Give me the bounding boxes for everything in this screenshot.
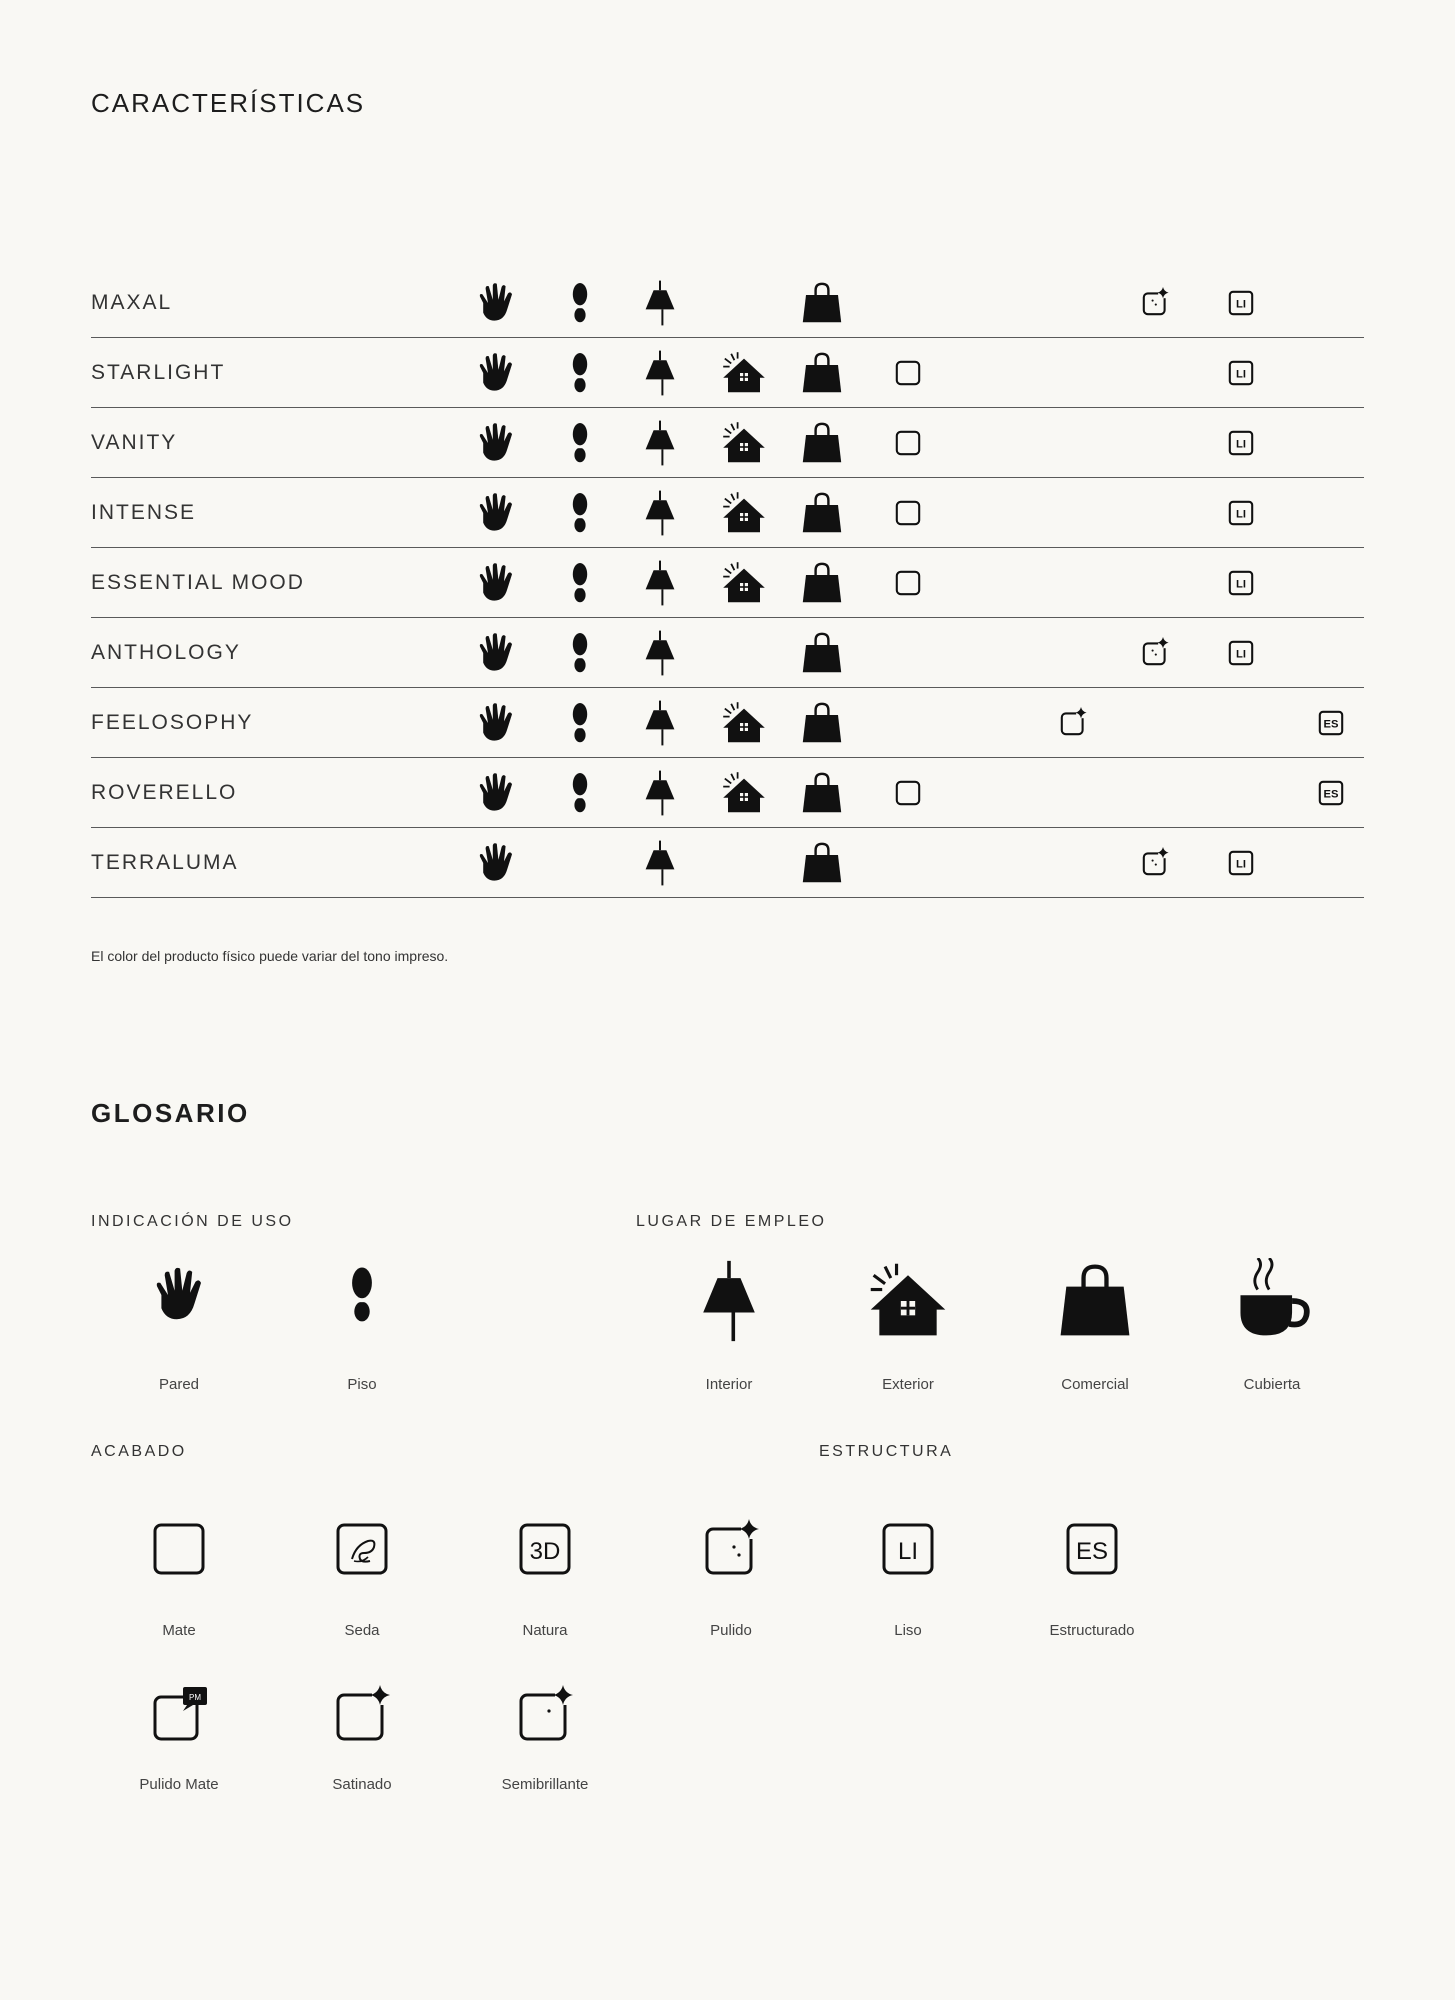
pared-icon (472, 769, 520, 817)
product-name: INTENSE (91, 500, 197, 524)
glossary-label: Seda (344, 1622, 380, 1639)
product-name: VANITY (91, 430, 178, 454)
square-mate-icon (149, 1519, 209, 1579)
product-name: ESSENTIAL MOOD (91, 570, 305, 594)
interior-icon (636, 629, 684, 677)
house-sun-icon (865, 1258, 951, 1344)
piso-icon (556, 349, 604, 397)
product-name: TERRALUMA (91, 850, 239, 874)
icon-glyph: 3D (529, 1538, 561, 1565)
liso-icon (1217, 349, 1265, 397)
liso-icon (1217, 419, 1265, 467)
pared-icon (472, 419, 520, 467)
glossary-item (287, 1685, 437, 1793)
glossary-item (470, 1685, 620, 1793)
semibrillante-icon (1131, 629, 1179, 677)
coffee-cup-icon (1229, 1258, 1315, 1344)
glossary-item (104, 1519, 254, 1639)
svg-text:LI: LI (1236, 367, 1246, 380)
glossary-label: Interior (705, 1376, 753, 1393)
color-disclaimer: El color del producto físico puede variar del tono impreso. (91, 948, 449, 964)
svg-text:LI: LI (1236, 437, 1246, 450)
square-pm-icon (149, 1685, 209, 1745)
glossary-acabado-title: ACABADO (91, 1443, 187, 1460)
comercial-icon (798, 489, 846, 537)
exterior-icon (720, 559, 768, 607)
pared-icon (472, 279, 520, 327)
glossary-label: Semibrillante (501, 1776, 589, 1793)
svg-text:ES: ES (1323, 717, 1339, 730)
icon-glyph: PM (189, 1693, 201, 1702)
table-row (91, 478, 1364, 548)
glossary-label: Comercial (1061, 1376, 1129, 1393)
glossary-label: Pulido Mate (139, 1776, 219, 1793)
glossary-label: Pulido (710, 1622, 752, 1639)
svg-text:LI: LI (1236, 647, 1246, 660)
table-row (91, 828, 1364, 898)
interior-icon (636, 699, 684, 747)
mate-icon (884, 769, 932, 817)
square-satin-icon (332, 1685, 392, 1745)
glossary-label: Estructurado (1049, 1622, 1135, 1639)
estructurado-icon (1307, 769, 1355, 817)
lamp-icon (686, 1258, 772, 1344)
exterior-icon (720, 769, 768, 817)
estructurado-icon (1307, 699, 1355, 747)
shopping-bag-icon (1052, 1258, 1138, 1344)
mate-icon (884, 559, 932, 607)
glossary-item (287, 1519, 437, 1639)
square-3d-icon (515, 1519, 575, 1579)
comercial-icon (798, 559, 846, 607)
page-title: CARACTERÍSTICAS (91, 88, 366, 118)
glossary-item (287, 1262, 437, 1393)
glossary-label: Satinado (332, 1776, 392, 1793)
liso-icon (1217, 839, 1265, 887)
glossary-uso-title: INDICACIÓN DE USO (91, 1213, 294, 1230)
interior-icon (636, 489, 684, 537)
interior-icon (636, 769, 684, 817)
svg-text:LI: LI (1236, 577, 1246, 590)
square-semigloss-icon (515, 1685, 575, 1745)
mate-icon (884, 349, 932, 397)
pared-icon (472, 559, 520, 607)
piso-icon (556, 419, 604, 467)
pared-icon (472, 629, 520, 677)
glossary-item (1020, 1258, 1170, 1393)
table-row (91, 758, 1364, 828)
interior-icon (636, 559, 684, 607)
semibrillante-icon (1131, 839, 1179, 887)
product-name: ROVERELLO (91, 780, 238, 804)
pared-icon (472, 839, 520, 887)
glossary-item (104, 1685, 254, 1793)
liso-icon (1217, 629, 1265, 677)
pared-icon (472, 699, 520, 747)
product-name: ANTHOLOGY (91, 640, 241, 664)
features-table (91, 268, 1364, 898)
glossary-item (833, 1258, 983, 1393)
exterior-icon (720, 349, 768, 397)
exterior-icon (720, 699, 768, 747)
glossary-label: Pared (158, 1376, 200, 1393)
piso-icon (556, 699, 604, 747)
exterior-icon (720, 419, 768, 467)
footprint-icon (329, 1262, 395, 1328)
piso-icon (556, 559, 604, 607)
glossary-item (656, 1519, 806, 1639)
glossary-item (1017, 1519, 1167, 1639)
glossary-item (654, 1258, 804, 1393)
svg-text:LI: LI (1236, 857, 1246, 870)
liso-icon (1217, 489, 1265, 537)
table-row (91, 618, 1364, 688)
icon-glyph: LI (897, 1538, 919, 1565)
interior-icon (636, 839, 684, 887)
glossary-lugar-title: LUGAR DE EMPLEO (636, 1213, 827, 1230)
product-name: STARLIGHT (91, 360, 226, 384)
glossary-label: Exterior (882, 1376, 934, 1393)
glossary-label: Liso (894, 1622, 922, 1639)
svg-text:LI: LI (1236, 507, 1246, 520)
exterior-icon (720, 489, 768, 537)
glossary-label: Cubierta (1243, 1376, 1301, 1393)
comercial-icon (798, 349, 846, 397)
liso-icon (1217, 279, 1265, 327)
glossary-estructura-title: ESTRUCTURA (819, 1443, 954, 1460)
pared-icon (472, 349, 520, 397)
square-li-icon (878, 1519, 938, 1579)
square-polished-icon (701, 1519, 761, 1579)
table-row (91, 338, 1364, 408)
pulido-icon (1049, 699, 1097, 747)
glossary-label: Natura (522, 1622, 568, 1639)
svg-text:LI: LI (1236, 297, 1246, 310)
comercial-icon (798, 629, 846, 677)
glossary-item (1197, 1258, 1347, 1393)
glossary-label: Piso (347, 1376, 377, 1393)
comercial-icon (798, 839, 846, 887)
product-name: MAXAL (91, 290, 173, 314)
square-silk-icon (332, 1519, 392, 1579)
comercial-icon (798, 279, 846, 327)
glossary-item (104, 1262, 254, 1393)
interior-icon (636, 419, 684, 467)
piso-icon (556, 279, 604, 327)
glossary-item (470, 1519, 620, 1639)
glossary-label: Mate (162, 1622, 196, 1639)
icon-glyph: ES (1075, 1538, 1109, 1565)
table-row (91, 268, 1364, 338)
pared-icon (472, 489, 520, 537)
glossary-title: GLOSARIO (91, 1098, 250, 1128)
semibrillante-icon (1131, 279, 1179, 327)
interior-icon (636, 279, 684, 327)
piso-icon (556, 629, 604, 677)
table-row (91, 548, 1364, 618)
hand-icon (146, 1262, 212, 1328)
mate-icon (884, 419, 932, 467)
comercial-icon (798, 419, 846, 467)
piso-icon (556, 489, 604, 537)
square-es-icon (1062, 1519, 1122, 1579)
product-name: FEELOSOPHY (91, 710, 254, 734)
table-row (91, 688, 1364, 758)
liso-icon (1217, 559, 1265, 607)
interior-icon (636, 349, 684, 397)
table-row (91, 408, 1364, 478)
comercial-icon (798, 699, 846, 747)
piso-icon (556, 769, 604, 817)
comercial-icon (798, 769, 846, 817)
mate-icon (884, 489, 932, 537)
glossary-item (833, 1519, 983, 1639)
svg-text:ES: ES (1323, 787, 1339, 800)
